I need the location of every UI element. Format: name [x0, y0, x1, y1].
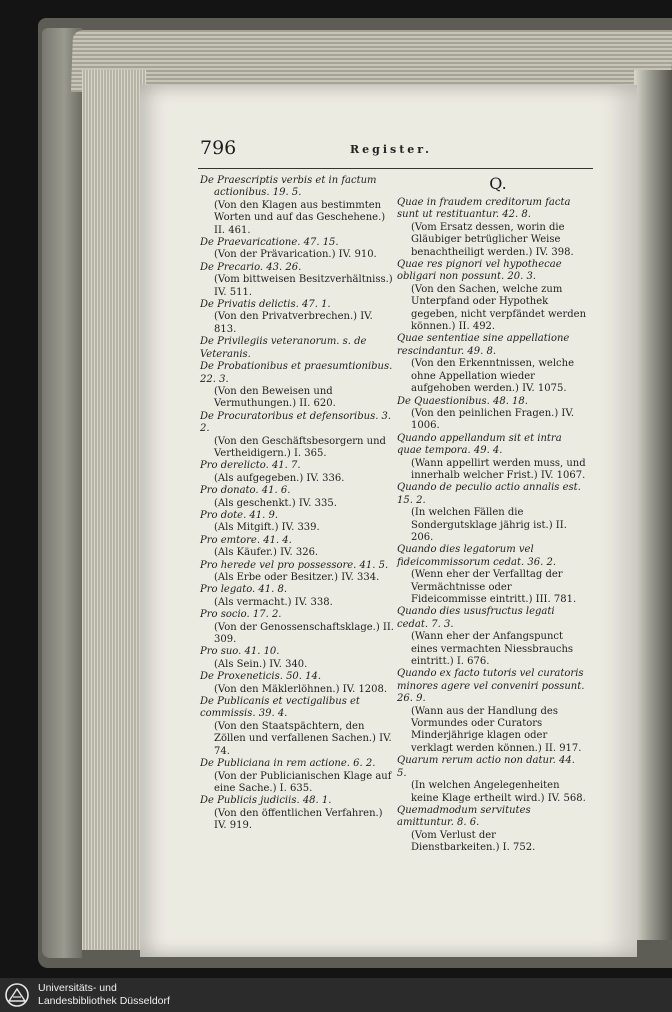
- index-entry-translation: (Wann appellirt werden muss, und innerhalb welcher Frist.) IV. 1067.: [411, 457, 586, 481]
- index-entry-heading: De Precario. 43. 26.: [200, 261, 302, 273]
- index-entry-translation: (Von den Mäklerlöhnen.) IV. 1208.: [214, 683, 388, 695]
- page-top-edge: [71, 30, 672, 92]
- index-entry-translation: (Als aufgegeben.) IV. 336.: [214, 472, 345, 484]
- index-entry-heading: De Procuratoribus et defensoribus. 3. 2.: [200, 410, 392, 435]
- ulb-logo-icon: [4, 982, 32, 1008]
- index-entry-translation: (Von der Prävarication.) IV. 910.: [214, 249, 377, 261]
- index-entry-heading: Quando dies legatorum vel fideicommissorum cedat. 36. 2.: [397, 544, 557, 568]
- index-entry-heading: Quando ex facto tutoris vel curatoris minores agere vel conveniri possunt. 26. 9.: [397, 668, 585, 705]
- index-entry-heading: Quando appellandum sit et intra quae tempora. 49. 4.: [397, 432, 562, 457]
- index-entry-translation: (Vom bittweisen Besitzverhältniss.) IV. 511.: [214, 274, 393, 298]
- index-entry-heading: Quae sententiae sine appellatione rescindantur. 49. 8.: [397, 333, 570, 357]
- index-entry-heading: Quae res pignori vel hypothecae obligari non possunt. 20. 3.: [397, 259, 562, 283]
- index-entry-heading: De Proxeneticis. 50. 14.: [200, 671, 322, 683]
- index-entry-translation: (Als Erbe oder Besitzer.) IV. 334.: [214, 572, 380, 583]
- index-entry-translation: (Von den Klagen aus bestimmten Worten und auf das Geschehene.) II. 461.: [214, 199, 386, 236]
- index-entry-heading: Pro emtore. 41. 4.: [200, 534, 292, 546]
- index-entry-translation: (Wann eher der Anfangspunct eines vermachten Niessbrauchs eintritt.) I. 676.: [411, 631, 574, 668]
- page-fore-edge: [82, 70, 146, 950]
- index-entry-heading: Quae in fraudem creditorum facta sunt ut restituantur. 42. 8.: [397, 197, 571, 221]
- index-entry-translation: (Vom Verlust der Dienstbarkeiten.) I. 752.: [411, 829, 536, 854]
- index-entry-heading: Quando de peculio actio annalis est. 15. 2.: [397, 482, 581, 506]
- index-entry-translation: (Als Käufer.) IV. 326.: [214, 547, 319, 559]
- index-entry-translation: (Von den Beweisen und Vermuthungen.) II. 620.: [214, 385, 336, 410]
- index-entry-translation: (Als Sein.) IV. 340.: [214, 658, 308, 670]
- index-entry-heading: Pro donato. 41. 6.: [200, 485, 291, 497]
- index-entry-heading: Pro derelicto. 41. 7.: [200, 460, 301, 472]
- index-entry-heading: De Probationibus et praesumtionibus. 22. 3.: [200, 361, 393, 385]
- left-column: [200, 175, 395, 833]
- index-entry-translation: (In welchen Angelegenheiten keine Klage ertheilt wird.) IV. 568.: [411, 780, 586, 804]
- index-entry-translation: (Von den Sachen, welche zum Unterpfand oder Hypothek gegeben, nicht verpfändet werden können.) II. 492.: [411, 283, 587, 333]
- index-entry-heading: Pro legato. 41. 8.: [200, 584, 288, 596]
- index-entry-heading: Pro socio. 17. 2.: [200, 609, 282, 621]
- index-entry-heading: De Quaestionibus. 48. 18.: [397, 395, 528, 407]
- index-entry-heading: Quemadmodum servitutes amittuntur. 8. 6.: [397, 804, 531, 829]
- index-entry-translation: (Von den öffentlichen Verfahren.) IV. 919.: [214, 807, 383, 832]
- index-entry-translation: (Von den Privatverbrechen.) IV. 813.: [214, 311, 373, 335]
- index-entry-heading: Quando dies ususfructus legati cedat. 7. 3.: [397, 606, 555, 630]
- right-column-wrap: [397, 175, 587, 855]
- index-entry-heading: Quarum rerum actio non datur. 44. 5.: [397, 755, 575, 779]
- index-entry-heading: De Praescriptis verbis et in factum: [200, 175, 377, 186]
- index-entry-translation: (Vom Ersatz dessen, worin die Gläubiger betrüglicher Weise benachtheiligt werden.) IV. 398.: [411, 221, 574, 258]
- header-rule: [198, 168, 593, 169]
- index-entry-heading: Pro suo. 41. 10.: [200, 646, 280, 658]
- page-header: Register.: [350, 143, 432, 156]
- index-entry-translation: (Wann aus der Handlung des Vormundes oder Curators Minderjährige klagen oder verklagt werden können.) II. 917.: [411, 705, 582, 754]
- index-entry-heading: Pro dote. 41. 9.: [200, 509, 279, 521]
- library-name-line2: Landesbibliothek Düsseldorf: [38, 995, 170, 1007]
- index-entry-translation: (Als Mitgift.) IV. 339.: [214, 522, 320, 534]
- index-entry-heading-cont: actionibus. 19. 5.: [214, 187, 302, 199]
- index-entry-translation: (Von den Staatspächtern, den Zöllen und verfallenen Sachen.) IV. 74.: [214, 720, 392, 757]
- book-spine: [42, 28, 82, 958]
- index-entry-heading: De Publicanis et vectigalibus et commissis. 39. 4.: [200, 696, 360, 720]
- library-name: [38, 982, 170, 1008]
- index-entry-translation: (Wenn eher der Verfalltag der Vermächtnisse oder Fideicommisse eintritt.) III. 781.: [411, 569, 577, 605]
- index-entry-heading: De Praevaricatione. 47. 15.: [200, 237, 339, 249]
- right-page-curve: [634, 70, 672, 940]
- right-column: [397, 197, 587, 855]
- index-entry-translation: (Von den peinlichen Fragen.) IV. 1006.: [411, 407, 575, 432]
- index-entry-heading: De Publiciana in rem actione. 6. 2.: [200, 758, 376, 770]
- section-letter: Q.: [489, 174, 507, 193]
- index-entry-translation: (Als vermacht.) IV. 338.: [214, 596, 333, 608]
- index-entry-translation: (Von der Genossenschaftsklage.) II. 309.: [214, 621, 394, 646]
- index-entry-translation: (In welchen Fällen die Sondergutsklage jährig ist.) II. 206.: [411, 507, 567, 543]
- index-entry-translation: (Als geschenkt.) IV. 335.: [214, 497, 337, 509]
- index-entry-heading: Pro herede vel pro possessore. 41. 5.: [200, 559, 389, 571]
- page-number: 796: [200, 137, 237, 159]
- book-page: [140, 85, 637, 957]
- index-entry-translation: (Von der Publicianischen Klage auf eine Sache.) I. 635.: [214, 770, 392, 794]
- index-entry-heading: De Publicis judiciis. 48. 1.: [200, 795, 332, 807]
- library-name-line1: Universitäts- und: [38, 982, 117, 994]
- index-entry-translation: (Von den Erkenntnissen, welche ohne Appellation wieder aufgehoben werden.) IV. 1075.: [411, 358, 574, 395]
- index-entry-translation: (Von den Geschäftsbesorgern und Vertheidigern.) I. 365.: [214, 435, 386, 459]
- library-footer: [0, 978, 672, 1012]
- index-entry-heading: De Privatis delictis. 47. 1.: [200, 299, 331, 311]
- index-entry-heading: De Privilegiis veteranorum. s. de Veteranis.: [200, 336, 367, 360]
